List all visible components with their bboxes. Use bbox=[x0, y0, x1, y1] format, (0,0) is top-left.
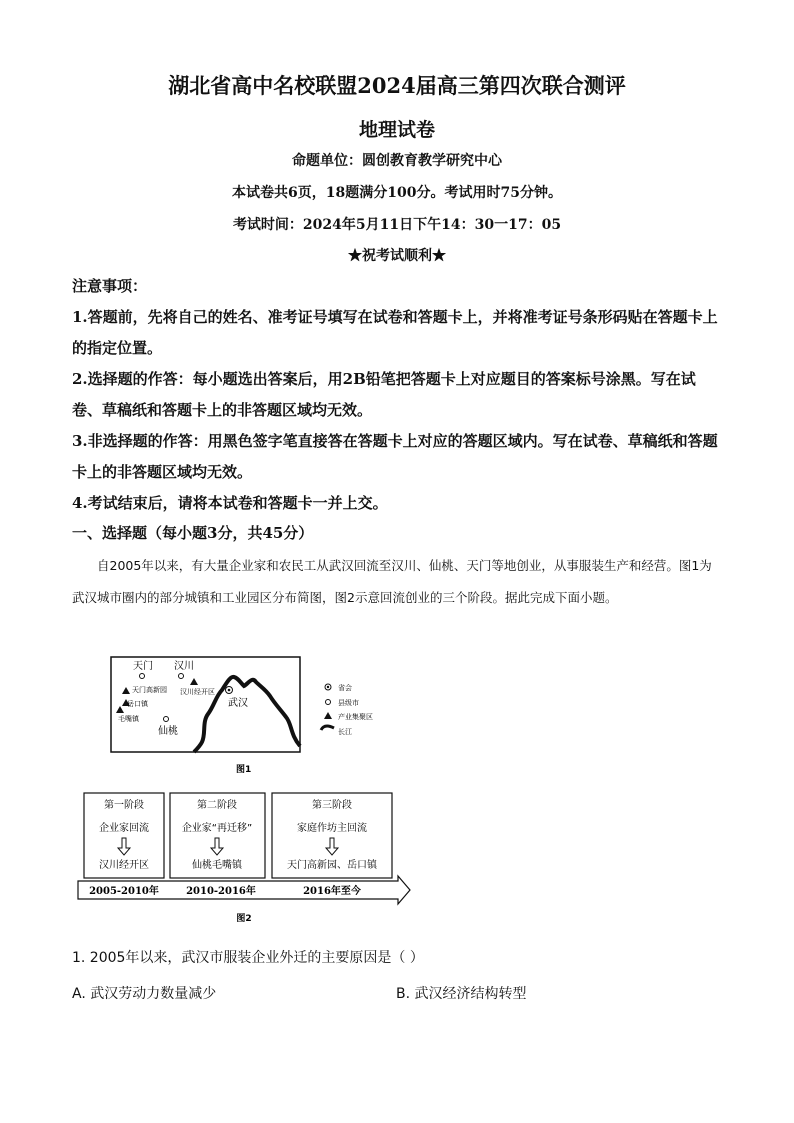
stage-where: 仙桃毛嘴镇 bbox=[192, 860, 242, 871]
stage-box bbox=[170, 793, 265, 878]
label-tianmen-park: 天门高新园 bbox=[132, 686, 167, 694]
notice-item: 4.考试结束后，请将本试卷和答题卡一并上交。 bbox=[72, 494, 388, 512]
stage-who: 企业家回流 bbox=[99, 823, 149, 834]
figure2-caption: 图2 bbox=[236, 914, 252, 924]
county-city-marker bbox=[179, 674, 184, 679]
label-hanchuan-park: 汉川经开区 bbox=[180, 688, 215, 696]
legend-capital-dot bbox=[327, 686, 329, 688]
exam-time: 考试时间：2024年5月11日下午14：30一17：05 bbox=[232, 217, 562, 233]
stage-period: 2005-2010年 bbox=[89, 886, 159, 897]
exam-title: 湖北省高中名校联盟2024届高三第四次联合测评 bbox=[168, 73, 626, 98]
map-legend bbox=[321, 683, 373, 736]
material-intro: 自2005年以来，有大量企业家和农民工从武汉回流至汉川、仙桃、天门等地创业，从事服装生产和经营。图1为武汉城市圈内的部分城镇和工业园区分布简图，图2示意回流创业的三个阶段。据此完成下面小题。 bbox=[72, 558, 712, 605]
legend-county-label: 县级市 bbox=[338, 699, 359, 707]
legend-river-icon bbox=[321, 726, 334, 730]
legend-industry-icon bbox=[324, 712, 332, 719]
stage-period: 2010-2016年 bbox=[186, 886, 256, 897]
notice-block bbox=[72, 271, 722, 519]
notice-item: 1.答题前，先将自己的姓名、准考证号填写在试卷和答题卡上，并将准考证号条形码贴在答题卡上的指定位置。 bbox=[72, 308, 718, 357]
down-arrow-icon bbox=[211, 838, 223, 855]
question-stem: 1. 2005年以来，武汉市服装企业外迁的主要原因是（ ） bbox=[72, 950, 424, 966]
legend-capital-label: 省会 bbox=[338, 684, 352, 692]
stage-where: 汉川经开区 bbox=[99, 860, 149, 871]
subject-title: 地理试卷 bbox=[358, 119, 435, 141]
section-heading: 一、选择题（每小题3分，共45分） bbox=[72, 524, 314, 542]
down-arrow-icon bbox=[118, 838, 130, 855]
label-tianmen: 天门 bbox=[133, 661, 153, 672]
stage-box bbox=[272, 793, 392, 878]
legend-industry-label: 产业集聚区 bbox=[338, 713, 373, 721]
county-city-marker bbox=[164, 717, 169, 722]
label-wuhan: 武汉 bbox=[228, 698, 248, 709]
stage-period: 2016年至今 bbox=[303, 886, 361, 897]
stage-who: 企业家“再迁移” bbox=[181, 823, 253, 834]
figure1-map bbox=[110, 654, 410, 779]
industry-zone-marker bbox=[116, 706, 124, 713]
author-unit: 命题单位：圆创教育教学研究中心 bbox=[292, 153, 502, 169]
option-a: A. 武汉劳动力数量减少 bbox=[72, 986, 217, 1002]
capital-marker-dot bbox=[228, 689, 231, 692]
label-yuekou: 岳口镇 bbox=[127, 700, 148, 708]
legend-river-label: 长江 bbox=[338, 728, 352, 736]
figure2-stages bbox=[76, 788, 416, 928]
notice-item: 2.选择题的作答：每小题选出答案后，用2B铅笔把答题卡上对应题目的答案标号涂黑。写在试卷、草稿纸和答题卡上的非答题区域均无效。 bbox=[72, 370, 696, 419]
label-maozui: 毛嘴镇 bbox=[118, 715, 139, 723]
stage-title: 第一阶段 bbox=[104, 800, 144, 811]
industry-zone-marker bbox=[122, 687, 130, 694]
stage-title: 第三阶段 bbox=[312, 800, 352, 811]
stage-box bbox=[84, 793, 164, 878]
stage-where: 天门高新园、岳口镇 bbox=[287, 860, 377, 871]
figure1-caption: 图1 bbox=[236, 765, 252, 775]
good-luck: ★祝考试顺利★ bbox=[348, 248, 446, 264]
down-arrow-icon bbox=[326, 838, 338, 855]
stage-who: 家庭作坊主回流 bbox=[297, 823, 367, 834]
exam-info: 本试卷共6页，18题满分100分。考试用时75分钟。 bbox=[232, 185, 562, 201]
option-b: B. 武汉经济结构转型 bbox=[396, 986, 527, 1002]
stage-title: 第二阶段 bbox=[197, 800, 237, 811]
county-city-marker bbox=[140, 674, 145, 679]
label-xiantao: 仙桃 bbox=[158, 726, 178, 737]
legend-county-icon bbox=[326, 700, 331, 705]
label-hanchuan: 汉川 bbox=[174, 661, 194, 672]
notice-heading: 注意事项： bbox=[72, 277, 148, 295]
industry-zone-marker bbox=[190, 678, 198, 685]
notice-item: 3.非选择题的作答：用黑色签字笔直接答在答题卡上对应的答题区域内。写在试卷、草稿纸和答题卡上的非答题区域均无效。 bbox=[72, 432, 718, 481]
